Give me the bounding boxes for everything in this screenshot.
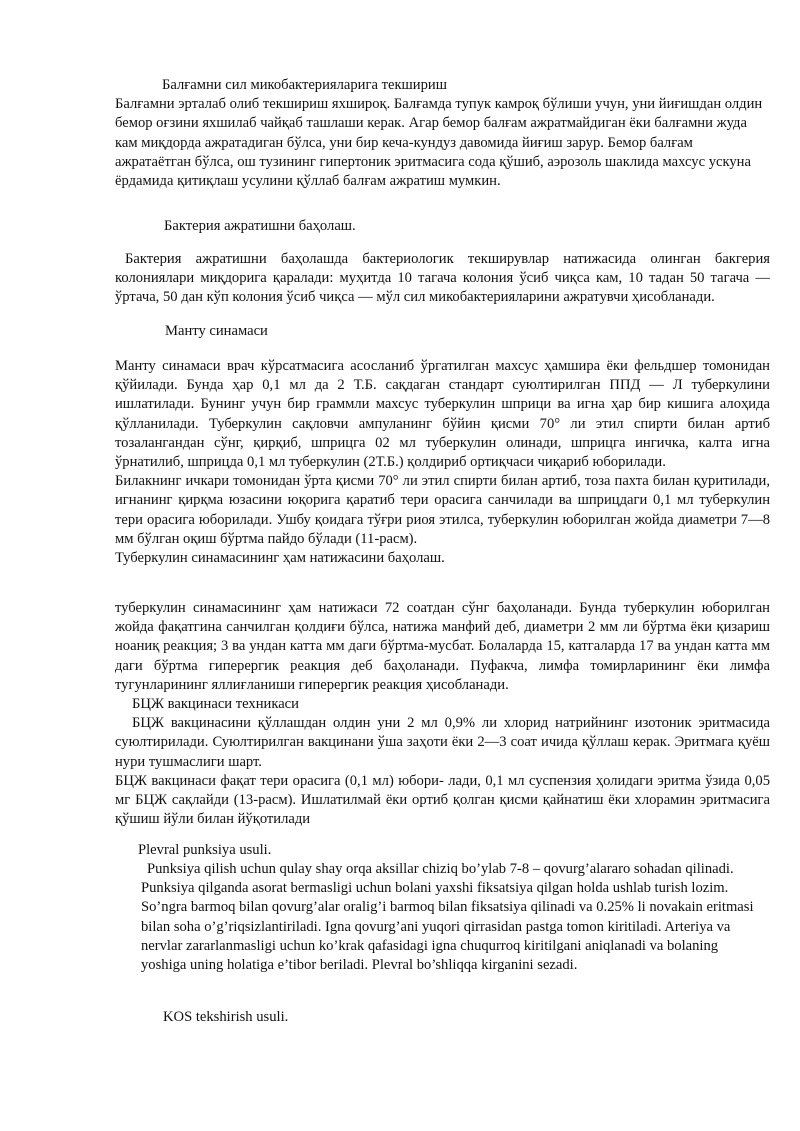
heading-pleural: Plevral punksiya usuli.: [138, 842, 272, 858]
paragraph-bcg-1: БЦЖ вакцинасини қўллашдан олдин уни 2 мл 0,9% ли хлорид натрийнинг изотоник эритмасида суюлтирилади. Суюлтирилган вакцинани ўша заҳоти ёки 2—3 соат ичида қўллаш керак. Эритмага қуёш нури тушмаслиги шарт.: [115, 715, 770, 770]
heading-kos: KOS tekshirish usuli.: [163, 1009, 289, 1025]
section-pleural: [138, 841, 764, 860]
paragraph-pleural: Punksiya qilish uchun qulay shay orqa aksillar chiziq bo’ylab 7-8 – qovurg’alararo sohadan qilinadi. Punksiya qilganda asorat bermasligi uchun bolani yaxshi fiksatsiya qilgan holda ushlab turish lozim. So’ngra barmoq bilan qovurg’alar oralig’i barmoq bilan fiksatsiya qilinadi va 0.25% li novakain eritmasi bilan soha o’g’riqsizlantiriladi. Igna qovurg’ani yuqori qirrasidan pastga tomon kiritiladi. Arteriya va nervlar zararlanmasligi uchun ko’krak qafasidagi igna chuqurroq kiritilgani aniqlanadi va bolaning yoshiga uning holatiga e’tibor beriladi. Plevral bo’shliqqa kirganini sezadi.: [141, 861, 754, 974]
section-tuberculin-result: [115, 599, 770, 829]
paragraph-mantoux-2: Билакнинг ичкари томонидан ўрта қисми 70° ли этил спирти билан артиб, тоза пахта билан қуритилади, игнанинг қирқма юзасини юқорига қаратиб тери орасига санчилади ва шприцдаги 0,1 мл туберкулин тери орасига юборилади. Ушбу қоидага тўғри риоя этилса, туберкулин юборилган жойда диаметри 7—8 мм бўлган оқиш бўртма пайдо бўлади (11-расм).: [115, 473, 770, 547]
section-kos: [163, 1008, 789, 1027]
section-mantoux: [115, 322, 770, 341]
heading-bacteria: Бактерия ажратишни баҳолаш.: [164, 218, 356, 234]
subheading-tuberculin-eval: Туберкулин синамасининг ҳам натижасини баҳолаш.: [115, 550, 445, 567]
paragraph-sputum: Балғамни эрталаб олиб текшириш яхшироқ. Балғамда тупук камроқ бўлиши учун, уни йиғишдан олдин бемор оғзини яхшилаб чайқаб ташлаши керак. Агар бемор балғам ажратмайдиган ёки балғамни жуда кам миқдорда ажратадиган бўлса, уни бир кеча-кундуз давомида йиғиш зарур. Бемор балғам ажратаётган бўлса, ош тузининг гипертоник эритмасига сода қўшиб, аэрозоль шаклида махсус ускуна ёрдамида қитиқлаш усулини қўллаб балғам ажратиш мумкин.: [115, 96, 763, 190]
heading-mantoux: Манту синамаси: [165, 323, 268, 339]
paragraph-tuberculin-result: туберкулин синамасининг ҳам натижаси 72 соатдан сўнг баҳоланади. Бунда туберкулин юборилган жойда фақатгина санчилган қолдиғи бўлса, натижа манфий деб, диаметри 2 мм ли бўртма ёки қизариш ноаниқ реакция; 3 ва ундан катта мм даги бўртма-мусбат. Болаларда 15, катгаларда 17 ва ундан катта мм даги бўртма гиперергик реакция деб баҳоланади. Пуфакча, лимфа томирларининг ёки лимфа тугунларининг яллиғланиши гиперергик реакция ҳисобланади.: [115, 600, 770, 693]
section-bacteria: [115, 217, 770, 236]
heading-bcg: БЦЖ вакцинаси техникаси: [132, 696, 299, 713]
paragraph-bacteria: Бактерия ажратишни баҳолашда бактериологик текширувлар натижасида олинган бакгерия колониялари миқдорига қаралади: муҳитда 10 тагача колония ўсиб чиқса кам, 10 тадан 50 тагача — ўртача, 50 дан кўп колония ўсиб чиқса — мўл сил микобактерияларини ажратувчи ҳисобланади.: [115, 251, 770, 306]
section-bacteria-body: [115, 250, 770, 308]
paragraph-mantoux-1: Манту синамаси врач кўрсатмасига асосланиб ўргатилган махсус ҳамшира ёки фельдшер томонидан қўйилади. Бунда ҳар 0,1 мл да 2 Т.Б. сақдаган стандарт суюлтирилган ППД — Л туберкулини ишлатилади. Бунинг учун бир граммли махсус туберкулин шприци ва игна ҳар бир кишига алоҳида қўлланилади. Туберкулин сақловчи ампуланинг бўйин қисми 70° ли этил спирти билан артиб тозалангандан сўнг, қирқиб, шприцга 02 мл туберкулин олинади, шприцга ингичка, калта игна ўрнатилиб, шприцда 0,1 мл туберкулин (2Т.Б.) қолдириб ортиқчаси чиқариб юборилади.: [115, 358, 770, 471]
section-mantoux-body: [115, 357, 770, 568]
paragraph-bcg-2: БЦЖ вакцинаси фақат тери орасига (0,1 мл) юбори- лади, 0,1 мл суспензия ҳолидаги эритма ўзида 0,05 мг БЦЖ сақлайди (13-расм). Ишлатилмай ёки ортиб қолган қисми қайнатиш ёки хлорамин эритмасига қўшиш йўли билан йўқотилади: [115, 772, 770, 828]
heading-sputum: Балғамни сил микобактерияларига текшириш: [162, 77, 447, 93]
section-sputum: [115, 76, 770, 191]
section-pleural-body: [141, 860, 767, 975]
